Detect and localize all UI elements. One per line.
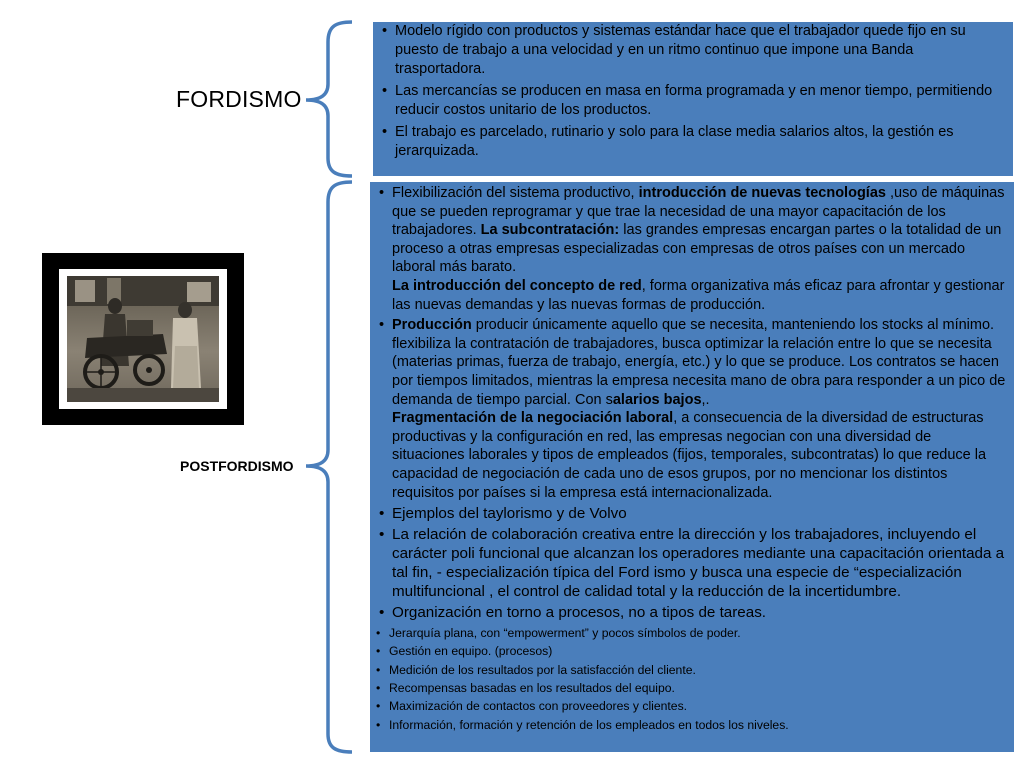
bullet: • (379, 185, 385, 201)
bullet: • (376, 644, 381, 659)
bullet: • (376, 626, 381, 641)
bullet: • (376, 699, 381, 714)
fordismo-label: FORDISMO (176, 86, 302, 112)
bullet: • (379, 604, 385, 622)
bullet: • (379, 505, 385, 523)
text-run: ,. (701, 391, 710, 408)
text-run-bold: Producción (392, 317, 472, 334)
bullet: • (382, 83, 388, 99)
text-run: producir únicamente aquello que se necesita, manteniendo los stocks al mínimo. flexibiliza la contratación de trabajadores, busca optimizar la relación entre lo que se necesita (materias primas, fuerza de trabajo, energía, etc.) y lo que se produce. Los contratos se hacen por tiempos limitados, mientras la empresa necesita mano de obra para responder a un pico de demanda de tiempo parcial. Con s (392, 317, 1006, 408)
fordismo-box (373, 22, 1013, 176)
bullet: • (379, 526, 385, 544)
text-run: Gestión en equipo. (procesos) (389, 644, 553, 659)
post-small-item (376, 642, 1006, 660)
fordismo-item-text: Modelo rígido con productos y sistemas estándar hace que el trabajador quede fijo en su puesto de trabajo a una velocidad y en un ritmo continuo que impone una Banda trasportadora. (395, 23, 966, 77)
text-run: Recompensas basadas en los resultados del equipo. (389, 680, 675, 695)
text-run: Maximización de contactos con proveedores y clientes. (389, 699, 688, 714)
post-item-ejemplos (376, 504, 1006, 523)
postfordismo-box (370, 182, 1014, 752)
post-small-item (376, 697, 1006, 715)
text-run-bold: La introducción del concepto de red (392, 277, 642, 294)
text-run: Flexibilización del sistema productivo, (392, 185, 639, 201)
postfordismo-brace (300, 178, 360, 758)
text-run-bold: Fragmentación de la negociación laboral (392, 410, 674, 427)
bullet: • (376, 680, 381, 695)
text-run: Ejemplos del taylorismo y de Volvo (392, 505, 627, 523)
bullet: • (382, 124, 388, 140)
fordismo-item (379, 22, 1003, 79)
bullet: • (376, 717, 381, 732)
post-item-relacion (376, 525, 1006, 601)
text-run: , a consecuencia de la diversidad de estructuras productivas y la configuración en red, las empresas negocian con una diversidad de situaciones laborales y tipos de empleados (fijos, temporales, subcontratas) lo que reduce la capacidad de negociación de cada uno de esos grupos, por no mencionar los distintos requisitos por países si la empresa está internacionalizada. (392, 410, 987, 501)
text-run-bold: La subcontratación: (480, 222, 620, 239)
post-small-item (376, 661, 1006, 679)
text-run: Información, formación y retención de los empleados en todos los niveles. (389, 717, 789, 732)
text-run: Jerarquía plana, con “empowerment” y pocos símbolos de poder. (389, 626, 741, 641)
post-item-organizacion (376, 603, 1006, 622)
sub-paragraph (392, 277, 1006, 314)
post-small-item (376, 679, 1006, 697)
text-run: La relación de colaboración creativa entre la dirección y los trabajadores, incluyendo el carácter poli funcional que alcanzan los operadores mediante una capacitación orientada a tal fin, - especialización típica del Ford ismo y busca una especie de “especialización multifuncional , el control de calidad total y la reducción de la incertidumbre. (392, 526, 1005, 601)
post-small-item (376, 624, 1006, 642)
text-run-bold: introducción de nuevas tecnologías (638, 185, 886, 201)
post-small-item (376, 716, 1006, 734)
bullet: • (376, 662, 381, 677)
text-run: Organización en torno a procesos, no a tipos de tareas. (392, 604, 767, 622)
fordismo-item (379, 123, 1003, 161)
fordismo-item (379, 82, 1003, 120)
bullet: • (379, 317, 385, 334)
text-run: las grandes empresas encargan partes o la totalidad de un proceso a otras empresas especializadas con empresas de otros países con un mercado laboral más barato. (392, 222, 1002, 276)
bullet: • (382, 23, 388, 39)
fordismo-brace (300, 18, 360, 180)
factory-workers-photo (67, 276, 219, 402)
post-item-flexibilizacion (376, 184, 1006, 314)
text-run: Medición de los resultados por la satisfacción del cliente. (389, 662, 696, 677)
text-run-bold: alarios bajos (612, 391, 702, 408)
sub-paragraph (392, 409, 1006, 502)
postfordismo-label: POSTFORDISMO (180, 458, 294, 474)
text-run: , forma organizativa más eficaz para afrontar y gestionar las nuevas demandas y las nuevas formas de producción. (392, 277, 1005, 313)
fordismo-item-text: El trabajo es parcelado, rutinario y solo para la clase media salarios altos, la gestión es jerarquizada. (395, 124, 954, 159)
text-run: ,uso de máquinas que se pueden reprogramar y que trae la necesidad de una mayor capacitación de los trabajadores. (392, 185, 1005, 239)
post-item-produccion (376, 316, 1006, 502)
fordismo-item-text: Las mercancías se producen en masa en forma programada y en menor tiempo, permitiendo reducir costos unitario de los productos. (395, 83, 993, 118)
